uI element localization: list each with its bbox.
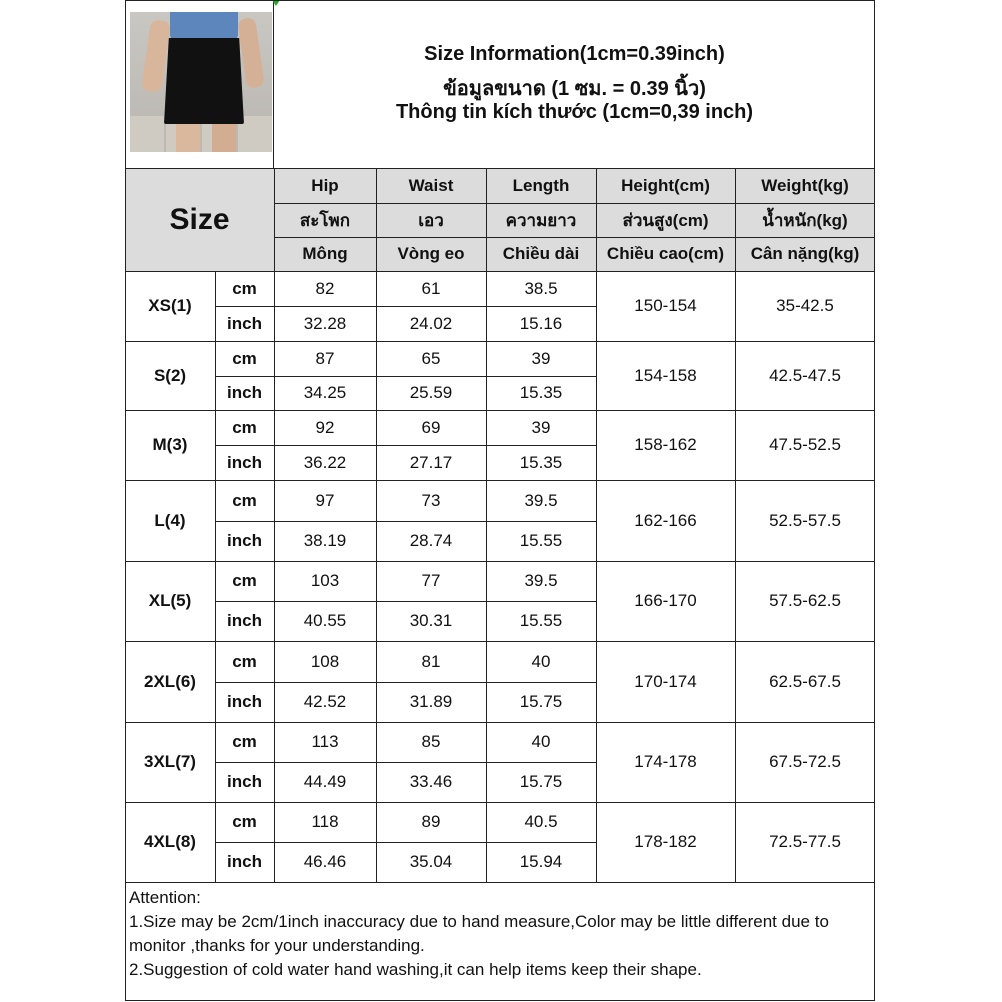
- column-header-th: สะโพก: [299, 210, 351, 230]
- inch-value: 44.49: [303, 772, 347, 791]
- outer-border: [125, 0, 875, 1001]
- column-header-th: ส่วนสูง(cm): [622, 210, 709, 230]
- inch-value: 25.59: [409, 383, 453, 402]
- inch-value: 15.55: [519, 531, 563, 550]
- weight-range: 72.5-77.5: [769, 832, 841, 851]
- size-name: 4XL(8): [144, 832, 196, 851]
- unit-cm: cm: [232, 732, 257, 751]
- size-name: XL(5): [148, 591, 192, 610]
- inch-value: 15.75: [519, 692, 563, 711]
- cm-value: 89: [421, 812, 441, 831]
- inch-value: 15.75: [519, 772, 563, 791]
- unit-cm: cm: [232, 278, 257, 298]
- column-header-en: Height(cm): [621, 176, 710, 195]
- height-range: 150-154: [634, 296, 697, 315]
- size-header: Size: [169, 203, 230, 236]
- cm-value: 82: [315, 278, 335, 298]
- inch-value: 30.31: [409, 611, 453, 630]
- unit-cm: cm: [232, 490, 257, 510]
- cm-value: 97: [315, 490, 335, 510]
- inch-value: 40.55: [303, 611, 347, 630]
- height-range: 174-178: [634, 752, 697, 771]
- unit-cm: cm: [232, 348, 257, 368]
- cm-value: 40.5: [524, 812, 558, 831]
- cm-value: 73: [421, 490, 441, 510]
- weight-range: 42.5-47.5: [769, 365, 841, 385]
- unit-inch: inch: [227, 452, 262, 472]
- unit-inch: inch: [227, 692, 262, 711]
- height-range: 162-166: [634, 510, 697, 530]
- attention-line-1: 1.Size may be 2cm/1inch inaccuracy due to hand measure,Color may be little different due to monitor ,thanks for your understanding.: [129, 912, 829, 955]
- cm-value: 103: [310, 571, 340, 590]
- column-header-th: ความยาว: [505, 210, 577, 230]
- unit-cm: cm: [232, 651, 257, 671]
- unit-inch: inch: [227, 611, 262, 630]
- title-english: Size Information(1cm=0.39inch): [424, 43, 725, 65]
- inch-value: 15.94: [519, 852, 563, 871]
- height-range: 166-170: [634, 591, 697, 610]
- inch-value: 36.22: [303, 452, 347, 472]
- column-header-en: Hip: [311, 176, 339, 195]
- title-vietnamese: Thông tin kích thước (1cm=0,39 inch): [395, 101, 754, 123]
- column-header-th: น้ำหนัก(kg): [762, 210, 848, 230]
- inch-value: 27.17: [409, 452, 453, 472]
- cm-value: 118: [311, 812, 339, 831]
- unit-cm: cm: [232, 812, 257, 831]
- weight-range: 62.5-67.5: [769, 671, 841, 691]
- inch-value: 34.25: [303, 383, 347, 402]
- height-range: 154-158: [634, 365, 697, 385]
- weight-range: 35-42.5: [776, 296, 834, 315]
- cm-value: 38.5: [524, 278, 558, 298]
- size-name: M(3): [152, 435, 188, 454]
- weight-range: 52.5-57.5: [769, 510, 841, 530]
- inch-value: 15.55: [519, 611, 563, 630]
- unit-inch: inch: [227, 772, 262, 791]
- inch-value: 24.02: [409, 313, 453, 333]
- cm-value: 77: [421, 571, 441, 590]
- weight-range: 57.5-62.5: [769, 591, 841, 610]
- cm-value: 85: [421, 732, 441, 751]
- inch-value: 15.35: [519, 452, 563, 472]
- column-header-en: Weight(kg): [761, 176, 849, 195]
- cm-value: 61: [421, 278, 441, 298]
- cm-value: 40: [531, 732, 551, 751]
- column-header-en: Waist: [408, 176, 454, 195]
- inch-value: 28.74: [409, 531, 453, 550]
- column-header-vi: Cân nặng(kg): [750, 244, 860, 263]
- cm-value: 69: [421, 417, 441, 437]
- cm-value: 65: [421, 348, 441, 368]
- attention-line-2: 2.Suggestion of cold water hand washing,it can help items keep their shape.: [129, 960, 702, 979]
- column-header-th: เอว: [418, 210, 444, 230]
- column-header-vi: Chiều cao(cm): [606, 244, 725, 263]
- inch-value: 46.46: [303, 852, 347, 871]
- cm-value: 87: [315, 348, 335, 368]
- column-header-en: Length: [512, 176, 570, 195]
- unit-inch: inch: [227, 852, 262, 871]
- height-range: 178-182: [634, 832, 697, 851]
- unit-cm: cm: [232, 571, 257, 590]
- column-header-vi: Vòng eo: [397, 244, 465, 263]
- inch-value: 35.04: [409, 852, 453, 871]
- size-name: XS(1): [148, 296, 192, 315]
- cm-value: 113: [311, 732, 339, 751]
- cm-value: 39.5: [524, 571, 558, 590]
- unit-inch: inch: [227, 531, 262, 550]
- size-name: 3XL(7): [144, 752, 196, 771]
- size-name: 2XL(6): [144, 671, 196, 691]
- cm-value: 39: [531, 417, 551, 437]
- title-thai: ข้อมูลขนาด (1 ซม. = 0.39 นิ้ว): [443, 78, 706, 100]
- inch-value: 42.52: [303, 692, 347, 711]
- column-header-vi: Mông: [302, 244, 348, 263]
- unit-inch: inch: [227, 313, 262, 333]
- inch-value: 38.19: [303, 531, 347, 550]
- weight-range: 47.5-52.5: [769, 435, 841, 454]
- weight-range: 67.5-72.5: [769, 752, 841, 771]
- unit-cm: cm: [232, 417, 257, 437]
- inch-value: 31.89: [409, 692, 453, 711]
- cm-value: 108: [310, 651, 340, 671]
- inch-value: 15.16: [519, 313, 563, 333]
- column-header-vi: Chiều dài: [502, 244, 580, 263]
- inch-value: 33.46: [409, 772, 453, 791]
- unit-inch: inch: [227, 383, 262, 402]
- height-range: 170-174: [634, 671, 697, 691]
- size-name: L(4): [154, 510, 186, 530]
- cm-value: 40: [531, 651, 551, 671]
- attention-heading: Attention:: [129, 888, 201, 907]
- cm-value: 81: [421, 651, 441, 671]
- cm-value: 39: [531, 348, 551, 368]
- height-range: 158-162: [634, 435, 697, 454]
- inch-value: 32.28: [303, 313, 347, 333]
- cm-value: 39.5: [524, 490, 558, 510]
- cm-value: 92: [315, 417, 335, 437]
- inch-value: 15.35: [519, 383, 563, 402]
- size-name: S(2): [153, 365, 187, 385]
